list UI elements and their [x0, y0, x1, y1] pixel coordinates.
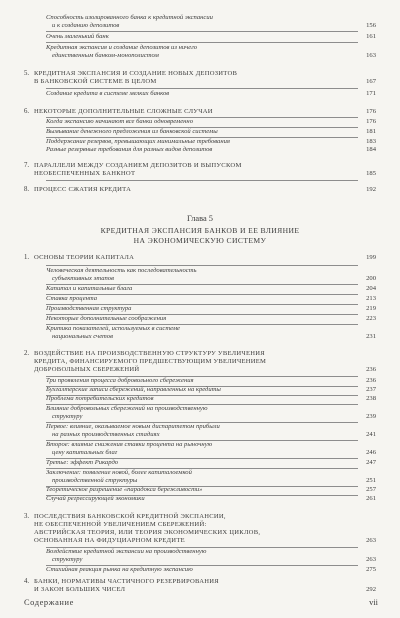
page-number: 192 — [366, 186, 376, 193]
page-number: 257 — [366, 486, 376, 493]
section-number: 5. — [24, 70, 30, 77]
page-number: 219 — [366, 305, 376, 312]
section-title: ПОСЛЕДСТВИЯ БАНКОВСКОЙ КРЕДИТНОЙ ЭКСПАНСИИ, — [34, 513, 226, 520]
section-title: НЕКОТОРЫЕ ДОПОЛНИТЕЛЬНЫЕ СЛОЖНЫЕ СЛУЧАИ — [34, 108, 213, 115]
page-number: 199 — [366, 254, 376, 261]
page-number: 184 — [366, 146, 376, 153]
toc-subentry: Способность изолированного банка к кредитной экспансии — [46, 14, 213, 21]
page-number: 161 — [366, 33, 376, 40]
toc-subentry: национальных счетов — [52, 333, 113, 340]
toc-subentry: Критика показателей, используемых в системе — [46, 325, 180, 332]
page-number: 246 — [366, 449, 376, 456]
page-number: 185 — [366, 170, 376, 177]
toc-subentry: Создание кредита в системе мелких банков — [46, 90, 170, 97]
page-number: 183 — [366, 138, 376, 145]
section-title: ОСНОВАННАЯ НА ФИДУЦИАРНОМ КРЕДИТЕ — [34, 537, 185, 544]
toc-subentry: Воздействие кредитной экспансии на производственную — [46, 548, 207, 555]
toc-subentry: Случай регрессирующей экономики — [46, 495, 145, 502]
divider — [46, 88, 358, 89]
section-title: И ЗАКОН БОЛЬШИХ ЧИСЕЛ — [34, 586, 126, 593]
toc-subentry: производственной структуры — [52, 477, 138, 484]
toc-subentry: и к созданию депозитов — [52, 22, 120, 29]
toc-subentry: Три проявления процесса добровольного сбережения — [46, 377, 194, 384]
section-title: ДОБРОВОЛЬНЫХ СБЕРЕЖЕНИЙ — [34, 366, 140, 373]
toc-subentry: Производственная структура — [46, 305, 132, 312]
page-number: 176 — [366, 118, 376, 125]
section-title: ПРОЦЕСС СЖАТИЯ КРЕДИТА — [34, 186, 132, 193]
toc-subentry: Некоторые дополнительные соображения — [46, 315, 167, 322]
page-number: 238 — [366, 395, 376, 402]
page-number: 156 — [366, 22, 376, 29]
toc-subentry: Очень маленький банк — [46, 33, 109, 40]
section-number: 3. — [24, 513, 30, 520]
divider — [46, 31, 358, 32]
page-number: 213 — [366, 295, 376, 302]
toc-subentry: Человеческая деятельность как последовательность — [46, 267, 197, 274]
toc-subentry: Капитал и капитальные блага — [46, 285, 133, 292]
page-number: 200 — [366, 275, 376, 282]
page-number: 241 — [366, 431, 376, 438]
toc-subentry: цену капитальных благ — [52, 449, 118, 456]
toc-subentry: Когда экспансию начинают все банки одновременно — [46, 118, 193, 125]
section-title: КРЕДИТА, ФИНАНСИРУЕМОГО ПРЕДШЕСТВУЮЩИМ УВЕЛИЧЕНИЕМ — [34, 358, 267, 365]
page-number: 275 — [366, 566, 376, 573]
page-number: 231 — [366, 333, 376, 340]
toc-subentry: Первое: влияние, оказываемое новым диспаритетом прибыли — [46, 423, 220, 430]
page-number: 247 — [366, 459, 376, 466]
divider — [46, 180, 358, 181]
chapter-title: НА ЭКОНОМИЧЕСКУЮ СИСТЕМУ — [133, 236, 267, 245]
section-number: 1. — [24, 254, 30, 261]
section-title: НЕ ОБЕСПЕЧЕННОЙ УВЕЛИЧЕНИЕМ СБЕРЕЖЕНИЙ: — [34, 521, 207, 528]
section-number: 2. — [24, 350, 30, 357]
page-number: 237 — [366, 386, 376, 393]
page-number: 171 — [366, 90, 376, 97]
section-title: КРЕДИТНАЯ ЭКСПАНСИЯ И СОЗДАНИЕ НОВЫХ ДЕПОЗИТОВ — [34, 70, 238, 77]
section-title: БАНКИ, НОРМАТИВЫ ЧАСТИЧНОГО РЕЗЕРВИРОВАНИЯ — [34, 578, 219, 585]
page-number: 236 — [366, 377, 376, 384]
page-number: 236 — [366, 366, 376, 373]
toc-subentry: Заключение: появление новой, более капиталоемкой — [46, 469, 192, 476]
section-number: 6. — [24, 108, 30, 115]
page-number: 239 — [366, 413, 376, 420]
toc-subentry: Теоретическое разрешение «парадокса бережливости» — [46, 486, 203, 493]
page-number: 292 — [366, 586, 376, 593]
toc-subentry: Поддержание резервов, превышающих минимальные требования — [46, 138, 230, 145]
section-number: 8. — [24, 186, 30, 193]
toc-subentry: Разные резервные требования для разных видов депозитов — [46, 146, 213, 153]
page-number: 251 — [366, 477, 376, 484]
page-number: 204 — [366, 285, 376, 292]
page-number: 176 — [366, 108, 376, 115]
page-number: 223 — [366, 315, 376, 322]
page-number: 263 — [366, 537, 376, 544]
toc-subentry: Третье: эффект Рикардо — [46, 459, 119, 466]
page-number: 163 — [366, 52, 376, 59]
toc-subentry: Ставка процента — [46, 295, 98, 302]
section-title: В БАНКОВСКОЙ СИСТЕМЕ В ЦЕЛОМ — [34, 78, 157, 85]
toc-subentry: Кредитная экспансия и создание депозитов из ничего — [46, 44, 198, 51]
section-number: 7. — [24, 162, 30, 169]
page-number: 263 — [366, 556, 376, 563]
folio: vii — [369, 598, 378, 607]
chapter-title: КРЕДИТНАЯ ЭКСПАНСИЯ БАНКОВ И ЕЕ ВЛИЯНИЕ — [100, 226, 300, 235]
page-number: 167 — [366, 78, 376, 85]
section-title: ПАРАЛЛЕЛИ МЕЖДУ СОЗДАНИЕМ ДЕПОЗИТОВ И ВЫПУСКОМ — [34, 162, 242, 169]
toc-subentry: единственным банком-монополистом — [52, 52, 159, 59]
page-number: 261 — [366, 495, 376, 502]
divider — [46, 42, 358, 43]
page-number: 181 — [366, 128, 376, 135]
toc-subentry: Бухгалтерские записи сбережений, направленных на кредиты — [46, 386, 221, 393]
running-footer: Содержание — [24, 598, 74, 607]
toc-subentry: структуру — [52, 413, 83, 420]
toc-subentry: структуру — [52, 556, 83, 563]
chapter-label: Глава 5 — [187, 214, 213, 223]
divider — [46, 265, 358, 266]
toc-subentry: на разных производственных стадиях — [52, 431, 160, 438]
toc-subentry: Стихийная реакция рынка на кредитную экспансию — [46, 566, 193, 573]
section-title: НЕОБЕСПЕЧЕННЫХ БАНКНОТ — [34, 170, 136, 177]
section-title: ОСНОВЫ ТЕОРИИ КАПИТАЛА — [34, 254, 135, 261]
toc-subentry: Влияние добровольных сбережений на производственную — [46, 405, 208, 412]
section-title: ВОЗДЕЙСТВИЕ НА ПРОИЗВОДСТВЕННУЮ СТРУКТУРУ УВЕЛИЧЕНИЯ — [34, 350, 265, 357]
toc-subentry: субъективных этапов — [52, 275, 114, 282]
toc-subentry: Вымывание денежного предложения из банковской системы — [46, 128, 218, 135]
section-title: АВСТРИЙСКАЯ ТЕОРИЯ, ИЛИ ТЕОРИЯ ЭКОНОМИЧЕСКИХ ЦИКЛОВ, — [34, 529, 261, 536]
section-number: 4. — [24, 578, 30, 585]
toc-subentry: Проблема потребительских кредитов — [46, 395, 154, 402]
toc-subentry: Второе: влияние снижения ставки процента на рыночную — [46, 441, 213, 448]
